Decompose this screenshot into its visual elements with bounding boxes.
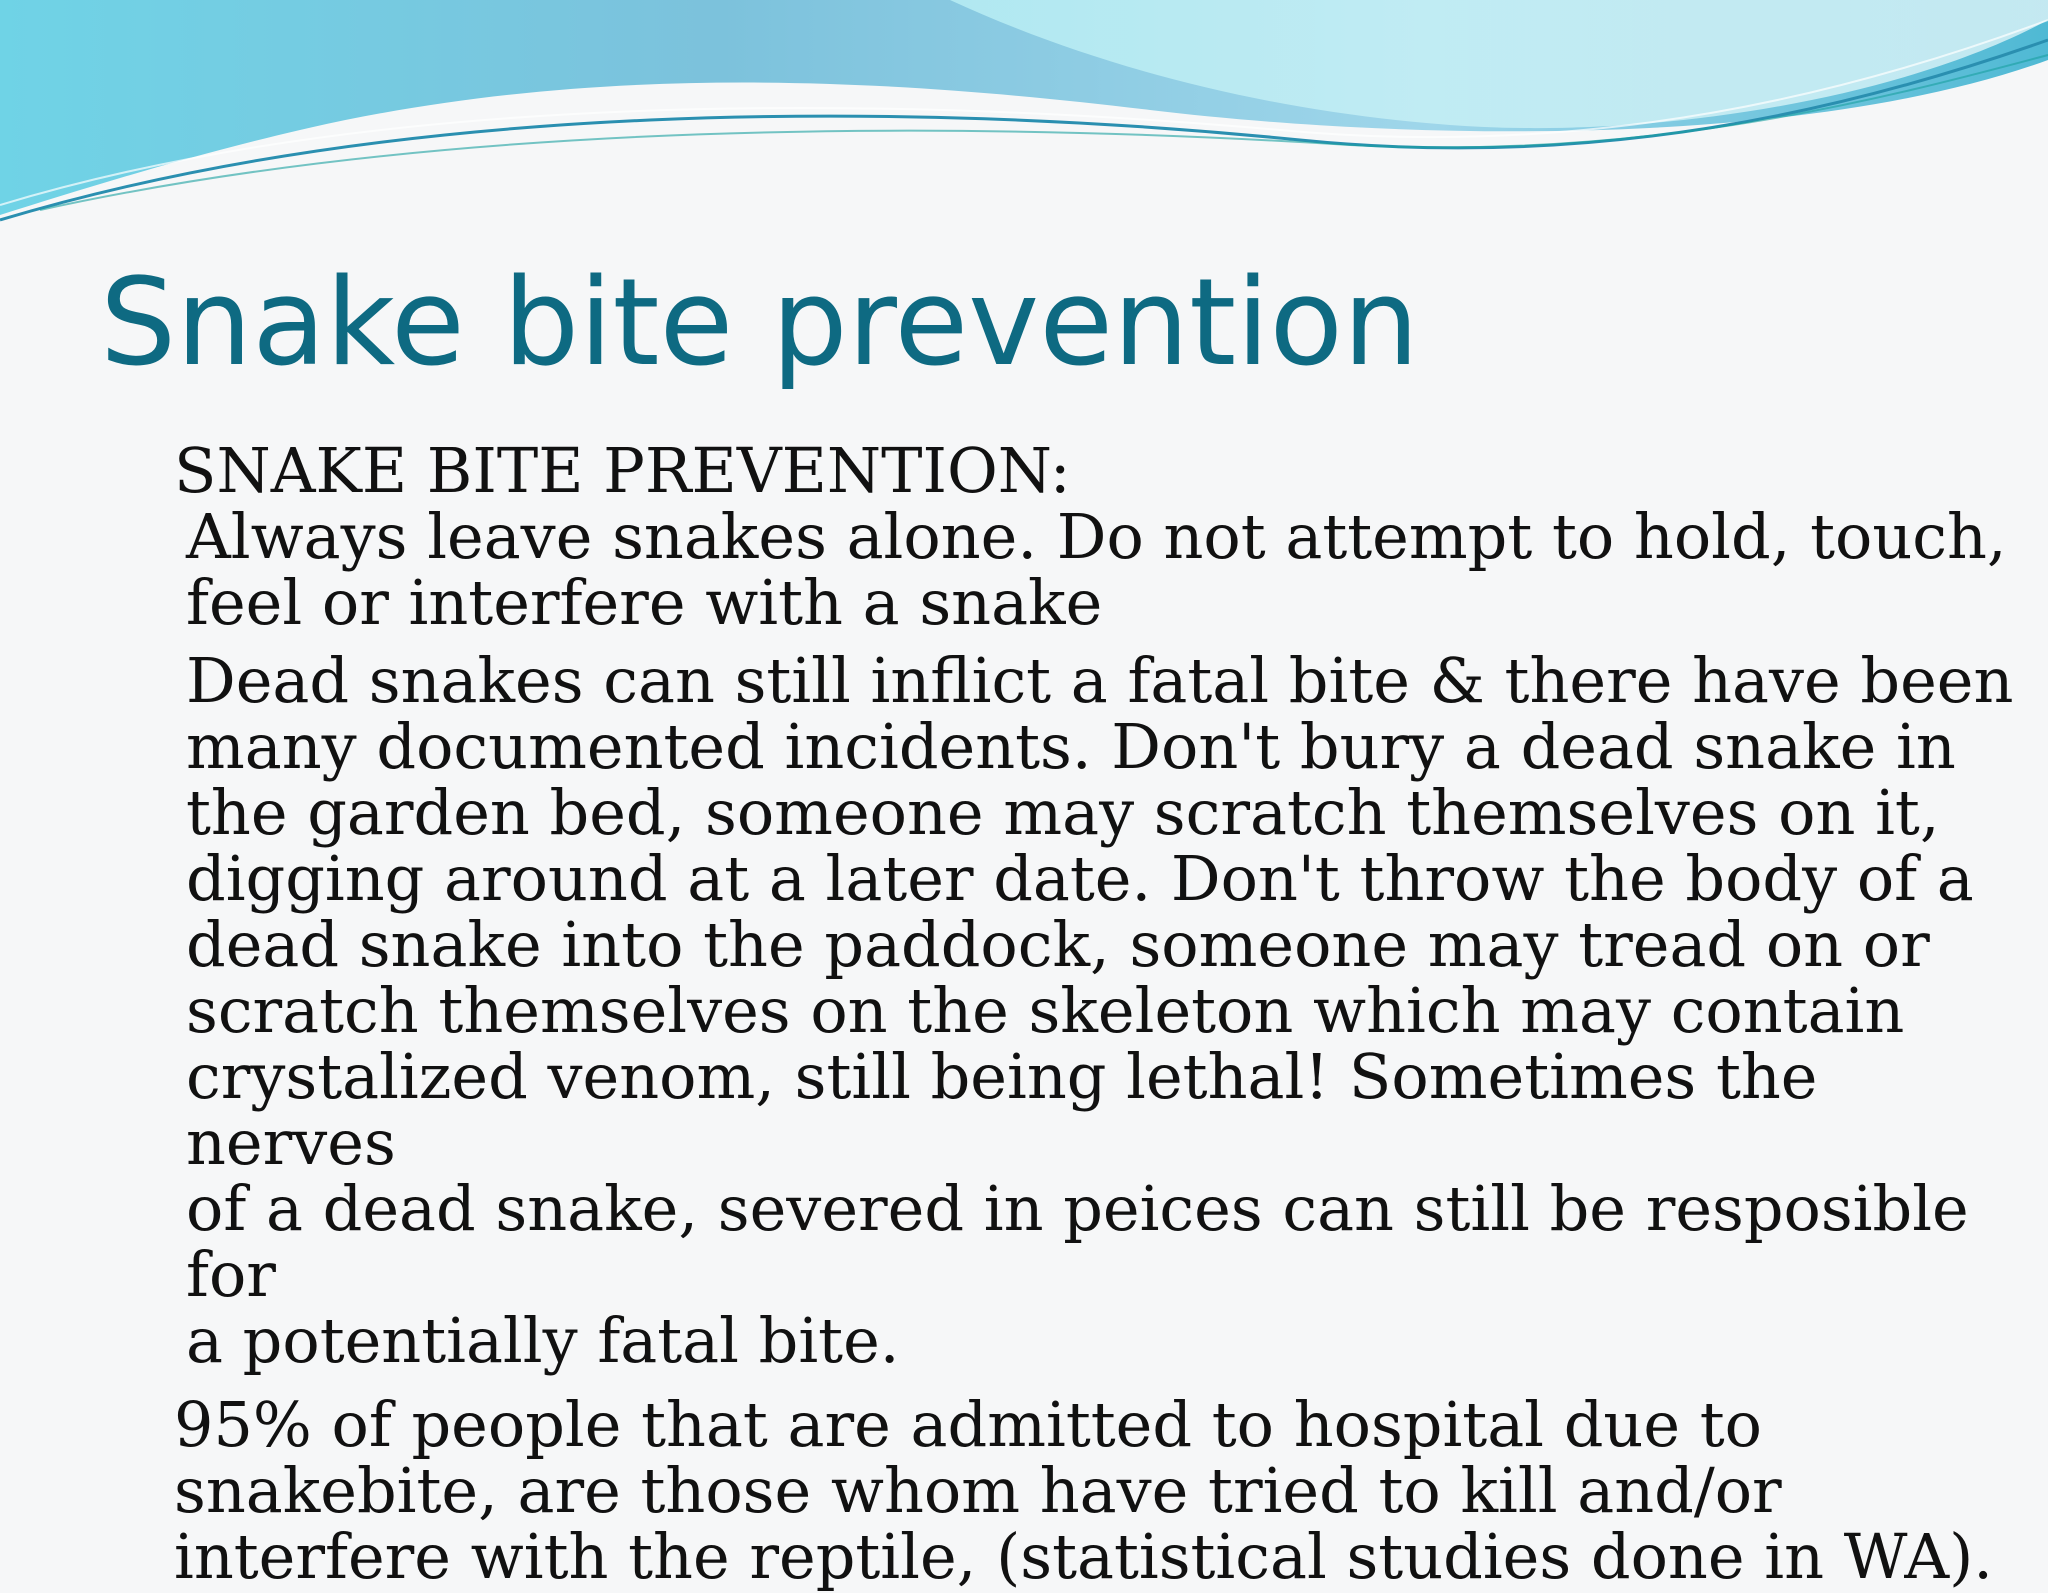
slide-body bbox=[174, 434, 2014, 1593]
body-paragraph-1: Always leave snakes alone. Do not attempt to hold, touch, feel or interfere with a snake bbox=[186, 500, 2007, 639]
slide-title: Snake bite prevention bbox=[100, 254, 1419, 393]
body-paragraph-3: 95% of people that are admitted to hospital due to snakebite, are those whom have tried to kill and/or interfere with the reptile, (statistical studies done in WA). bbox=[174, 1388, 1994, 1593]
body-paragraph-2: Dead snakes can still inflict a fatal bite & there have been many documented incidents. Don't bury a dead snake in the garden bed, someone may scratch themselves on it, digging around at a later date. Don't throw the body of a dead snake into the paddock, someone may tread on or scratch themselves on the skeleton which may contain crystalized venom, still being lethal! Sometimes the nerves of a dead snake, severed in peices can still be resposible for a potentially fatal bite. bbox=[186, 644, 2014, 1377]
wave-header-decoration bbox=[0, 0, 2048, 240]
body-heading: SNAKE BITE PREVENTION: bbox=[174, 434, 1071, 507]
